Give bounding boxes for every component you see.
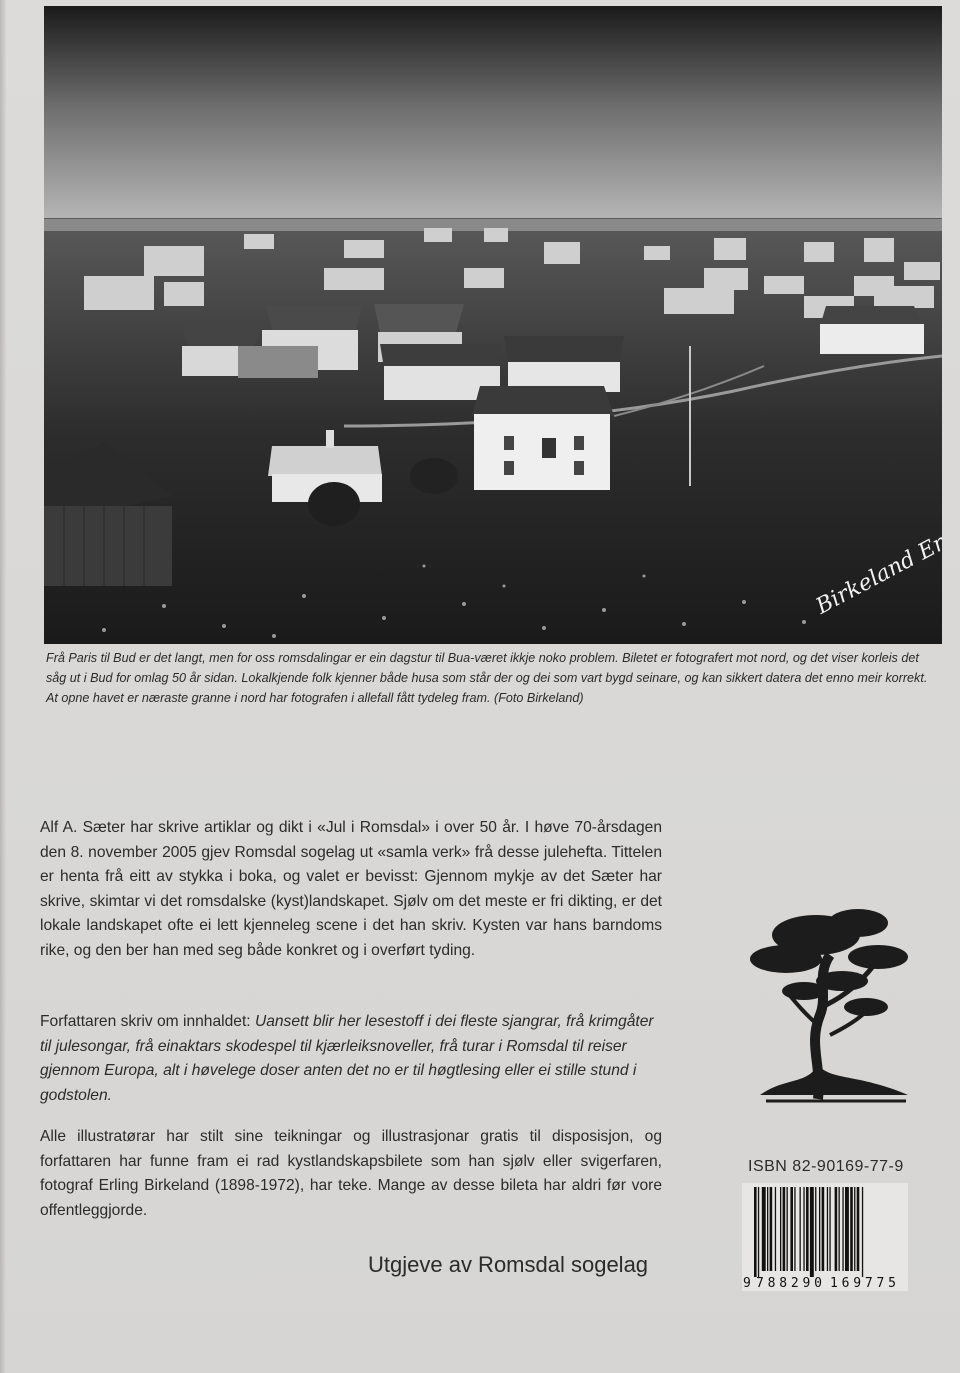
barcode-bar <box>822 1187 825 1271</box>
publisher-line: Utgjeve av Romsdal sogelag <box>368 1252 649 1277</box>
paragraph-author-quote <box>40 1010 662 1108</box>
barcode-bar <box>842 1187 843 1271</box>
barcode-bar <box>829 1187 830 1271</box>
barcode-bar <box>810 1187 814 1277</box>
barcode-bar <box>787 1187 788 1271</box>
barcode-bar <box>803 1187 804 1271</box>
barcode-bar <box>835 1187 838 1271</box>
barcode-first-digit: 9 <box>743 1276 751 1291</box>
photo-caption: Frå Paris til Bud er det langt, men for oss romsdalingar er ein dagstur til Bua-været ikkje noko problem. Biletet er fotografert mot nord, og det viser korleis det såg ut i Bud for omlag 50 år sidan. Lokalkjende folk kjenner både husa som står der og dei som vart bygd seinare, og kan sikkert datera det enno meir korrekt. At opne havet er næraste granne i nord har fotografen i allefall fått tydeleg fram. (Foto Birkeland) <box>46 651 928 705</box>
barcode-bar <box>783 1187 786 1271</box>
village-photograph <box>44 6 942 644</box>
barcode-bar <box>862 1187 863 1277</box>
barcode-bar <box>762 1187 766 1271</box>
tree-illustration-icon <box>746 895 924 1107</box>
barcode-bar <box>770 1187 773 1271</box>
barcode-icon <box>742 1183 908 1291</box>
paragraph-intro: Alf A. Sæter har skrive artiklar og dikt i «Jul i Romsdal» i over 50 år. I høve 70-årsdagen den 8. november 2005 gjev Romsdal sogelag ut «samla verk» frå desse julehefta. Tittelen er henta frå eitt av stykka i boka, og valet er bevisst: Gjennom mykje av det Sæter har skrive, skimtar vi det romsdalske (kyst)landskapet. Sjølv om det meste er fri dikting, er det lokale landskapet ofte ei lett kjenneleg scene i det han skriv. Kysten var hans barndoms rike, og den ber han med seg både konkret og i overført tyding. <box>40 819 662 959</box>
barcode-bar <box>790 1187 793 1271</box>
paragraph-illustrators: Alle illustratørar har stilt sine teikningar og illustrasjonar gratis til disposisjon, og forfattaren har funne fram ei rad kystlandskapsbilete som han sjølv eller svigerfaren, fotograf Erling Birkeland (1898-1972), har teke. Mange av desse bileta har aldri før vore offentleggjorde. <box>40 1128 662 1219</box>
barcode-bar <box>794 1187 795 1271</box>
barcode-bar <box>775 1187 776 1271</box>
barcode-bar <box>800 1187 801 1271</box>
barcode-left-digits: 788290 <box>756 1276 822 1291</box>
barcode-bar <box>806 1187 809 1271</box>
barcode-bar <box>845 1187 849 1271</box>
barcode-bar <box>815 1187 816 1271</box>
barcode-bar <box>857 1187 860 1271</box>
isbn-number: ISBN 82-90169-77-9 <box>748 1158 904 1175</box>
barcode-right-digits: 169775 <box>830 1276 896 1291</box>
barcode-bar <box>758 1187 759 1277</box>
barcode-bar <box>819 1187 820 1271</box>
barcode-bar <box>754 1187 757 1277</box>
barcode-bar <box>839 1187 840 1271</box>
paragraph-author-quote-text: Uansett blir her lesestoff i dei fleste sjangrar, frå krimgåter til julesongar, frå einaktars skodespel til kjærleiksnoveller, frå turar i Romsdal til reiser gjennom Europa, alt i høvelege doser anten det no er til høgtlesing eller ei stille stund i godstolen. <box>40 1013 654 1104</box>
barcode-bar <box>827 1187 828 1271</box>
barcode-bar <box>854 1187 855 1271</box>
barcode-bar <box>850 1187 853 1271</box>
barcode-bar <box>767 1187 768 1271</box>
paragraph-author-lead: Forfattaren skriv om innhaldet: <box>40 1013 255 1030</box>
spine-edge <box>0 0 6 1373</box>
barcode-bar <box>780 1187 781 1271</box>
